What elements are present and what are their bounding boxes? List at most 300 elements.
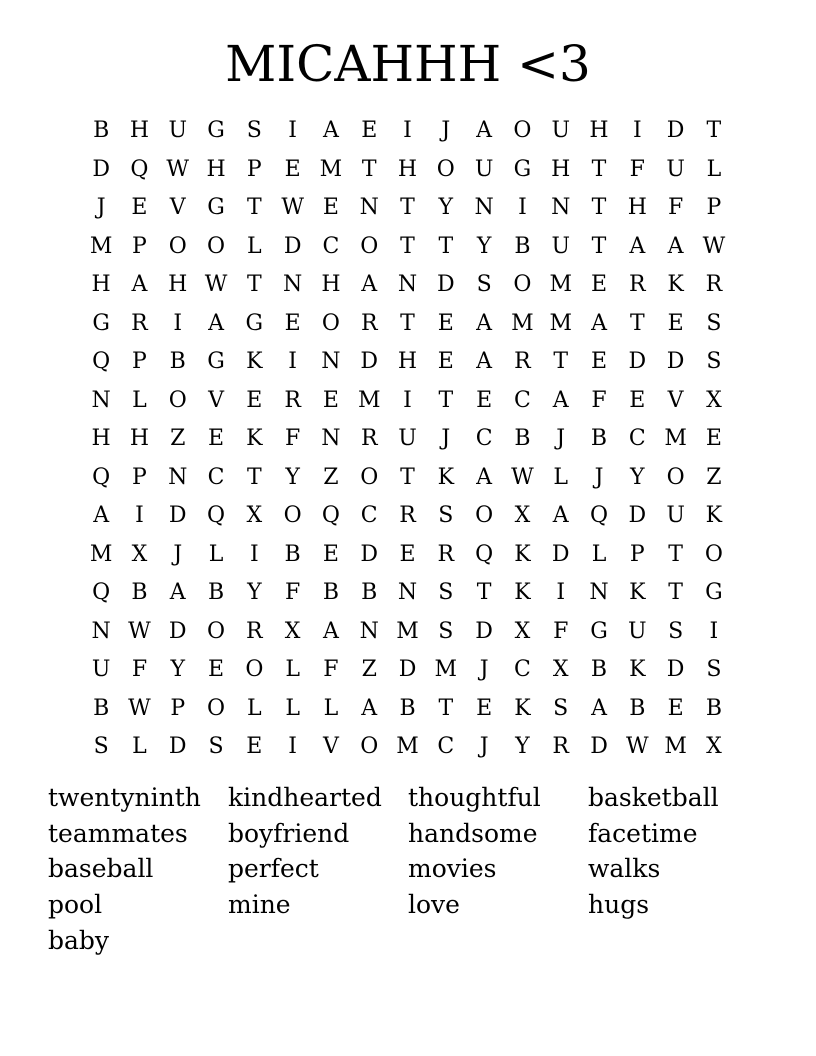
grid-letter: Y <box>170 657 185 683</box>
grid-letter: E <box>284 310 301 336</box>
grid-letter: B <box>590 426 608 452</box>
grid-letter: M <box>511 310 534 336</box>
grid-letter: E <box>437 310 454 336</box>
grid-letter: P <box>132 464 147 490</box>
grid-letter: A <box>361 695 378 721</box>
grid-letter: D <box>590 734 608 760</box>
grid-letter: O <box>513 118 532 144</box>
grid-letter: T <box>668 541 683 567</box>
grid-letter: K <box>514 695 531 721</box>
grid-letter: L <box>132 734 147 760</box>
grid-letter: R <box>552 734 569 760</box>
grid-letter: Y <box>438 195 454 221</box>
grid-letter: O <box>436 156 455 182</box>
grid-letter: U <box>168 118 188 144</box>
grid-letter: B <box>361 580 378 606</box>
grid-letter: L <box>247 695 262 721</box>
grid-letter: P <box>132 233 147 259</box>
grid-letter: C <box>475 426 493 452</box>
grid-letter: L <box>553 464 569 490</box>
grid-letter: O <box>704 541 723 567</box>
grid-letter: T <box>591 195 607 221</box>
grid-letter: T <box>400 310 415 336</box>
word-list-item: baby <box>48 925 110 955</box>
grid-letter: Q <box>92 349 111 375</box>
grid-letter: N <box>551 195 571 221</box>
grid-letter: O <box>245 657 264 683</box>
grid-letter: N <box>397 272 418 298</box>
grid-row <box>82 497 733 536</box>
grid-letter: W <box>128 618 151 644</box>
grid-letter: S <box>438 618 454 644</box>
grid-letter: T <box>553 349 569 375</box>
grid-letter: C <box>322 233 340 259</box>
grid-letter: T <box>400 464 415 490</box>
grid-letter: T <box>400 195 415 221</box>
grid-letter: K <box>629 580 646 606</box>
grid-letter: W <box>625 734 649 760</box>
grid-letter: K <box>667 272 684 298</box>
grid-letter: L <box>208 541 224 567</box>
grid-letter: O <box>360 734 379 760</box>
grid-letter: T <box>438 387 454 413</box>
grid-row <box>82 651 733 690</box>
grid-letter: L <box>132 387 147 413</box>
grid-letter: O <box>360 233 379 259</box>
grid-letter: L <box>591 541 607 567</box>
grid-letter: V <box>169 195 186 221</box>
grid-letter: H <box>589 118 609 144</box>
grid-letter: Q <box>130 156 149 182</box>
word-list-item: boyfriend <box>228 818 350 848</box>
grid-letter: H <box>168 272 188 298</box>
grid-letter: J <box>96 195 106 221</box>
grid-letter: M <box>357 387 381 413</box>
grid-letter: M <box>549 272 572 298</box>
grid-letter: T <box>591 156 607 182</box>
word-list-item: basketball <box>588 783 719 812</box>
grid-letter: J <box>479 734 489 760</box>
grid-letter: A <box>591 310 607 336</box>
grid-letter: M <box>434 657 458 683</box>
grid-letter: P <box>132 349 147 375</box>
grid-letter: T <box>361 156 377 182</box>
grid-letter: G <box>590 618 608 644</box>
grid-letter: I <box>288 734 297 760</box>
grid-row <box>82 459 733 498</box>
grid-letter: N <box>321 349 341 375</box>
grid-letter: G <box>207 195 225 221</box>
word-list-item: perfect <box>228 854 319 884</box>
grid-letter: S <box>668 618 684 644</box>
grid-letter: F <box>553 618 569 644</box>
grid-letter: E <box>667 695 684 721</box>
grid-letter: V <box>322 734 339 760</box>
grid-letter: T <box>246 272 262 298</box>
word-list-item: kindhearted <box>228 783 382 812</box>
grid-letter: E <box>208 426 225 452</box>
grid-letter: M <box>89 541 113 567</box>
grid-letter: R <box>399 503 416 529</box>
grid-letter: B <box>322 580 340 606</box>
grid-letter: D <box>666 349 685 375</box>
grid-letter: J <box>441 118 451 144</box>
word-list-item: facetime <box>588 818 698 848</box>
grid-letter: T <box>246 464 262 490</box>
grid-letter: O <box>283 503 302 529</box>
grid-letter: B <box>399 695 416 721</box>
grid-letter: R <box>246 618 263 644</box>
grid-letter: U <box>628 618 647 644</box>
grid-letter: A <box>169 580 186 606</box>
grid-letter: V <box>667 387 684 413</box>
grid-letter: Z <box>361 657 377 683</box>
grid-letter: E <box>322 387 339 413</box>
grid-letter: J <box>594 464 604 490</box>
grid-letter: I <box>288 349 297 375</box>
grid-letter: X <box>246 503 263 529</box>
grid-letter: P <box>706 195 722 221</box>
grid-letter: M <box>664 426 687 452</box>
grid-letter: E <box>322 541 339 567</box>
grid-letter: O <box>513 272 532 298</box>
grid-letter: J <box>173 541 183 567</box>
grid-letter: R <box>131 310 148 336</box>
grid-letter: K <box>514 541 531 567</box>
grid-letter: X <box>706 734 722 760</box>
grid-letter: X <box>284 618 301 644</box>
grid-letter: C <box>360 503 378 529</box>
grid-letter: R <box>284 387 301 413</box>
grid-letter: A <box>476 464 493 490</box>
grid-letter: S <box>93 734 109 760</box>
grid-letter: V <box>208 387 224 413</box>
grid-letter: N <box>91 618 111 644</box>
grid-letter: N <box>359 618 379 644</box>
grid-letter: H <box>129 118 150 144</box>
grid-letter: S <box>208 734 224 760</box>
grid-letter: L <box>706 156 722 182</box>
grid-letter: D <box>398 657 417 683</box>
grid-letter: Q <box>207 503 226 529</box>
grid-row <box>82 228 733 267</box>
grid-letter: Q <box>321 503 340 529</box>
grid-letter: J <box>441 426 451 452</box>
grid-letter: G <box>245 310 264 336</box>
grid-letter: D <box>666 118 685 144</box>
grid-letter: A <box>476 310 493 336</box>
word-list-item: pool <box>48 890 103 920</box>
grid-letter: N <box>321 426 341 452</box>
grid-letter: M <box>89 233 113 259</box>
grid-letter: M <box>396 734 419 760</box>
grid-letter: H <box>91 426 111 452</box>
grid-letter: B <box>514 233 531 259</box>
grid-letter: E <box>476 695 493 721</box>
grid-letter: A <box>131 272 148 298</box>
grid-letter: U <box>666 156 685 182</box>
grid-row <box>82 266 733 305</box>
grid-letter: T <box>438 695 454 721</box>
grid-row <box>82 728 733 767</box>
grid-letter: C <box>207 464 225 490</box>
grid-letter: X <box>706 387 722 413</box>
grid-letter: T <box>629 310 645 336</box>
grid-letter: H <box>627 195 647 221</box>
grid-letter: W <box>166 156 190 182</box>
grid-letter: A <box>552 387 569 413</box>
grid-letter: Z <box>170 426 186 452</box>
grid-letter: Y <box>247 580 262 606</box>
grid-letter: B <box>93 695 110 721</box>
grid-letter: O <box>475 503 494 529</box>
grid-letter: K <box>629 657 646 683</box>
grid-letter: E <box>476 387 493 413</box>
grid-letter: E <box>437 349 454 375</box>
grid-letter: D <box>168 503 187 529</box>
grid-letter: O <box>666 464 685 490</box>
grid-letter: T <box>591 233 607 259</box>
grid-letter: N <box>91 387 111 413</box>
grid-letter: T <box>668 580 683 606</box>
grid-letter: A <box>93 503 110 529</box>
grid-letter: C <box>628 426 646 452</box>
grid-letter: Y <box>285 464 300 490</box>
grid-row <box>82 382 733 421</box>
grid-letter: D <box>168 734 187 760</box>
grid-row <box>82 613 733 652</box>
grid-letter: D <box>168 618 187 644</box>
grid-letter: U <box>666 503 685 529</box>
grid-letter: E <box>322 195 339 221</box>
grid-letter: T <box>246 195 262 221</box>
grid-letter: D <box>475 618 493 644</box>
grid-letter: D <box>92 156 110 182</box>
grid-letter: E <box>361 118 378 144</box>
grid-letter: B <box>514 426 531 452</box>
grid-letter: K <box>514 580 531 606</box>
grid-letter: C <box>437 734 455 760</box>
grid-letter: O <box>168 387 187 413</box>
grid-letter: T <box>476 580 492 606</box>
grid-letter: B <box>590 657 608 683</box>
grid-letter: D <box>628 349 647 375</box>
grid-letter: F <box>131 657 148 683</box>
grid-letter: T <box>400 233 415 259</box>
grid-letter: J <box>479 657 489 683</box>
grid-row <box>82 305 733 344</box>
grid-letter: D <box>283 233 302 259</box>
grid-letter: O <box>168 233 187 259</box>
grid-letter: D <box>628 503 647 529</box>
grid-letter: G <box>207 118 225 144</box>
grid-letter: R <box>360 426 378 452</box>
grid-letter: A <box>552 503 569 529</box>
grid-letter: S <box>476 272 492 298</box>
grid-letter: Z <box>323 464 339 490</box>
word-search-grid <box>82 112 733 767</box>
grid-letter: F <box>667 195 684 221</box>
grid-letter: K <box>246 349 263 375</box>
grid-letter: I <box>135 503 144 529</box>
grid-letter: H <box>397 156 418 182</box>
grid-letter: D <box>360 541 379 567</box>
grid-letter: U <box>91 657 111 683</box>
grid-letter: H <box>129 426 150 452</box>
grid-letter: R <box>360 310 378 336</box>
grid-letter: U <box>551 233 570 259</box>
grid-letter: P <box>170 695 186 721</box>
grid-letter: E <box>629 387 646 413</box>
grid-letter: S <box>246 118 262 144</box>
grid-letter: U <box>551 118 570 144</box>
grid-letter: I <box>403 387 412 413</box>
word-list-item: love <box>408 890 460 920</box>
grid-letter: L <box>247 233 262 259</box>
grid-letter: I <box>518 195 527 221</box>
grid-letter: E <box>284 156 301 182</box>
grid-letter: A <box>208 310 224 336</box>
grid-letter: F <box>591 387 607 413</box>
grid-letter: Y <box>476 233 492 259</box>
grid-letter: K <box>437 464 455 490</box>
grid-letter: A <box>361 272 378 298</box>
grid-letter: O <box>321 310 340 336</box>
grid-letter: D <box>437 272 455 298</box>
word-list-item: movies <box>408 854 497 884</box>
grid-letter: B <box>169 349 186 375</box>
grid-letter: M <box>664 734 687 760</box>
grid-row <box>82 112 733 151</box>
grid-letter: W <box>204 272 228 298</box>
word-list-item: walks <box>588 854 661 884</box>
grid-letter: Y <box>515 734 530 760</box>
grid-letter: C <box>513 387 531 413</box>
grid-letter: D <box>360 349 379 375</box>
grid-letter: E <box>399 541 416 567</box>
grid-letter: B <box>207 580 225 606</box>
grid-letter: B <box>284 541 301 567</box>
word-list <box>48 780 768 958</box>
grid-letter: H <box>91 272 111 298</box>
grid-letter: I <box>403 118 412 144</box>
grid-letter: O <box>207 695 226 721</box>
grid-letter: A <box>476 118 493 144</box>
grid-letter: S <box>706 349 722 375</box>
grid-letter: Q <box>589 503 609 529</box>
grid-letter: K <box>246 426 263 452</box>
grid-letter: K <box>705 503 723 529</box>
grid-letter: N <box>359 195 379 221</box>
grid-letter: N <box>283 272 303 298</box>
word-list-item: mine <box>228 890 291 920</box>
grid-letter: T <box>438 233 454 259</box>
grid-letter: W <box>281 195 304 221</box>
grid-letter: L <box>285 657 300 683</box>
grid-letter: Q <box>92 580 111 606</box>
grid-letter: G <box>92 310 110 336</box>
word-list-item: handsome <box>408 818 538 848</box>
grid-letter: R <box>437 541 455 567</box>
grid-letter: G <box>207 349 225 375</box>
grid-letter: M <box>549 310 572 336</box>
grid-letter: G <box>513 156 532 182</box>
grid-row <box>82 536 733 575</box>
word-list-item: thoughtful <box>408 783 541 812</box>
grid-letter: I <box>556 580 566 606</box>
grid-row <box>82 420 733 459</box>
grid-letter: F <box>285 580 301 606</box>
grid-letter: A <box>322 618 339 644</box>
grid-letter: N <box>474 195 494 221</box>
grid-letter: X <box>552 657 569 683</box>
grid-letter: W <box>128 695 151 721</box>
grid-letter: H <box>551 156 571 182</box>
grid-letter: R <box>514 349 531 375</box>
grid-letter: Q <box>475 541 494 567</box>
grid-letter: J <box>556 426 566 452</box>
grid-letter: T <box>706 118 722 144</box>
grid-letter: E <box>590 349 608 375</box>
grid-letter: S <box>706 310 722 336</box>
grid-letter: Z <box>706 464 722 490</box>
grid-letter: S <box>553 695 569 721</box>
word-list-item: teammates <box>48 818 188 848</box>
grid-letter: H <box>321 272 341 298</box>
grid-letter: B <box>705 695 722 721</box>
grid-letter: M <box>396 618 419 644</box>
grid-letter: I <box>173 310 183 336</box>
grid-letter: E <box>131 195 148 221</box>
grid-row <box>82 343 733 382</box>
grid-letter: U <box>398 426 417 452</box>
grid-letter: X <box>131 541 148 567</box>
grid-letter: H <box>206 156 226 182</box>
grid-row <box>82 151 733 190</box>
grid-letter: E <box>246 734 263 760</box>
grid-letter: I <box>288 118 297 144</box>
grid-letter: E <box>705 426 722 452</box>
grid-letter: D <box>551 541 570 567</box>
grid-letter: N <box>589 580 609 606</box>
grid-letter: S <box>706 657 722 683</box>
grid-row <box>82 574 733 613</box>
grid-letter: C <box>513 657 531 683</box>
word-list-item: hugs <box>588 890 650 920</box>
grid-letter: A <box>591 695 607 721</box>
grid-letter: R <box>705 272 723 298</box>
grid-letter: F <box>285 426 301 452</box>
grid-letter: I <box>709 618 719 644</box>
grid-letter: F <box>323 657 339 683</box>
word-list-item: twentyninth <box>48 783 201 812</box>
grid-letter: F <box>629 156 645 182</box>
grid-letter: E <box>208 657 225 683</box>
grid-letter: X <box>514 503 531 529</box>
grid-letter: O <box>207 233 226 259</box>
grid-row <box>82 189 733 228</box>
grid-row <box>82 690 733 729</box>
grid-letter: H <box>397 349 418 375</box>
grid-letter: N <box>397 580 418 606</box>
grid-letter: A <box>667 233 684 259</box>
grid-letter: L <box>285 695 300 721</box>
grid-letter: O <box>360 464 379 490</box>
grid-letter: M <box>319 156 343 182</box>
grid-letter: B <box>131 580 148 606</box>
grid-letter: P <box>629 541 645 567</box>
grid-letter: A <box>629 233 646 259</box>
